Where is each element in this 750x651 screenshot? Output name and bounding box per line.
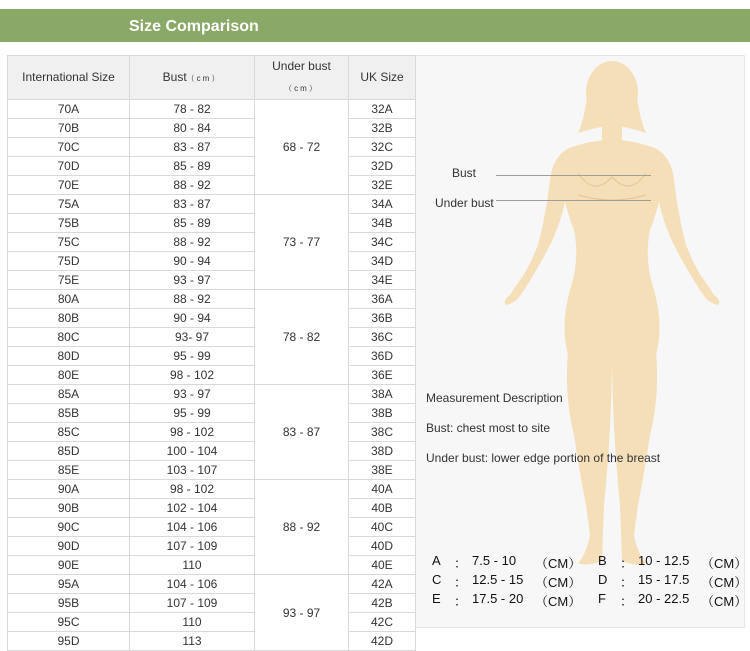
table-row [8, 575, 416, 594]
table-row [8, 233, 416, 252]
under-bust-cell: 88 - 92 [255, 480, 349, 575]
cup-legend-sep: ： [620, 556, 634, 571]
cup-legend-range: 15 - 17.5 [638, 572, 690, 587]
bust-line [496, 175, 651, 176]
table-row [8, 328, 416, 347]
bust-cell: 107 - 109 [130, 537, 255, 556]
international-size-cell: 70D [8, 157, 130, 176]
uk-size-cell: 36D [349, 347, 416, 366]
measurement-title: Measurement Description [426, 391, 563, 405]
table-row [8, 290, 416, 309]
header-under-bust-unit: （cm） [284, 84, 319, 93]
bust-cell: 93 - 97 [130, 385, 255, 404]
header-bust-label: Bust [162, 69, 187, 84]
cup-legend-unit: （CM） [701, 575, 748, 590]
bust-cell: 88 - 92 [130, 290, 255, 309]
cup-legend-range: 20 - 22.5 [638, 591, 690, 606]
uk-size-cell: 32C [349, 138, 416, 157]
uk-size-cell: 36B [349, 309, 416, 328]
table-row [8, 271, 416, 290]
uk-size-cell: 34B [349, 214, 416, 233]
bust-cell: 110 [130, 613, 255, 632]
under-bust-cell: 93 - 97 [255, 575, 349, 651]
header-under-bust [255, 56, 349, 100]
under-bust-cell: 73 - 77 [255, 195, 349, 290]
under-bust-label: Under bust [435, 196, 494, 210]
international-size-cell: 75B [8, 214, 130, 233]
bust-cell: 98 - 102 [130, 423, 255, 442]
uk-size-cell: 40C [349, 518, 416, 537]
international-size-cell: 80D [8, 347, 130, 366]
bust-cell: 85 - 89 [130, 157, 255, 176]
bust-cell: 104 - 106 [130, 518, 255, 537]
table-row [8, 480, 416, 499]
header-under-bust-label: Under bust [272, 59, 331, 73]
uk-size-cell: 42A [349, 575, 416, 594]
table-row [8, 537, 416, 556]
international-size-cell: 80B [8, 309, 130, 328]
table-row [8, 214, 416, 233]
table-row [8, 195, 416, 214]
uk-size-cell: 38D [349, 442, 416, 461]
cup-legend-cup: D [598, 572, 608, 587]
bust-cell: 90 - 94 [130, 252, 255, 271]
bust-cell: 100 - 104 [130, 442, 255, 461]
bust-cell: 90 - 94 [130, 309, 255, 328]
uk-size-cell: 42D [349, 632, 416, 651]
uk-size-cell: 36A [349, 290, 416, 309]
uk-size-cell: 40E [349, 556, 416, 575]
international-size-cell: 75C [8, 233, 130, 252]
uk-size-cell: 32A [349, 100, 416, 119]
under-bust-cell: 68 - 72 [255, 100, 349, 195]
cup-legend-cup: F [598, 591, 606, 606]
international-size-cell: 90B [8, 499, 130, 518]
cup-legend-sep: ： [454, 594, 468, 609]
size-table-body [8, 100, 416, 651]
header-bust [130, 56, 255, 100]
international-size-cell: 80A [8, 290, 130, 309]
bust-cell: 103 - 107 [130, 461, 255, 480]
uk-size-cell: 38A [349, 385, 416, 404]
uk-size-cell: 34D [349, 252, 416, 271]
table-row [8, 119, 416, 138]
uk-size-cell: 40B [349, 499, 416, 518]
bust-cell: 98 - 102 [130, 366, 255, 385]
bust-cell: 107 - 109 [130, 594, 255, 613]
international-size-cell: 95C [8, 613, 130, 632]
cup-legend-range: 10 - 12.5 [638, 553, 690, 568]
bust-cell: 93 - 97 [130, 271, 255, 290]
cup-legend-range: 7.5 - 10 [472, 553, 517, 568]
uk-size-cell: 36C [349, 328, 416, 347]
table-row [8, 613, 416, 632]
uk-size-cell: 38C [349, 423, 416, 442]
uk-size-cell: 40A [349, 480, 416, 499]
table-row [8, 100, 416, 119]
uk-size-cell: 36E [349, 366, 416, 385]
table-row [8, 347, 416, 366]
uk-size-cell: 40D [349, 537, 416, 556]
table-row [8, 499, 416, 518]
cup-legend-sep: ： [454, 556, 468, 571]
international-size-cell: 95B [8, 594, 130, 613]
international-size-cell: 85B [8, 404, 130, 423]
bust-cell: 113 [130, 632, 255, 651]
table-row [8, 366, 416, 385]
table-row [8, 518, 416, 537]
table-row [8, 138, 416, 157]
bust-cell: 95 - 99 [130, 347, 255, 366]
header-uk-size: UK Size [349, 56, 416, 100]
cup-legend-cup: E [432, 591, 441, 606]
bust-cell: 80 - 84 [130, 119, 255, 138]
under-bust-line [496, 200, 651, 201]
international-size-cell: 85D [8, 442, 130, 461]
size-table [7, 55, 416, 651]
cup-legend-range: 12.5 - 15 [472, 572, 524, 587]
bust-cell: 104 - 106 [130, 575, 255, 594]
uk-size-cell: 32E [349, 176, 416, 195]
table-row [8, 252, 416, 271]
international-size-cell: 95A [8, 575, 130, 594]
title-banner [0, 9, 750, 42]
uk-size-cell: 42C [349, 613, 416, 632]
international-size-cell: 70E [8, 176, 130, 195]
body-figure-area [418, 55, 748, 628]
international-size-cell: 90D [8, 537, 130, 556]
uk-size-cell: 38E [349, 461, 416, 480]
table-row [8, 442, 416, 461]
table-row [8, 309, 416, 328]
table-row [8, 632, 416, 651]
cup-legend-range: 17.5 - 20 [472, 591, 524, 606]
header-bust-unit: （cm） [186, 73, 222, 83]
international-size-cell: 75D [8, 252, 130, 271]
uk-size-cell: 32D [349, 157, 416, 176]
bust-cell: 88 - 92 [130, 176, 255, 195]
international-size-cell: 70C [8, 138, 130, 157]
bust-cell: 102 - 104 [130, 499, 255, 518]
uk-size-cell: 34C [349, 233, 416, 252]
international-size-cell: 85E [8, 461, 130, 480]
uk-size-cell: 34E [349, 271, 416, 290]
bust-cell: 85 - 89 [130, 214, 255, 233]
cup-legend-cup: A [432, 553, 441, 568]
international-size-cell: 85A [8, 385, 130, 404]
under-bust-cell: 83 - 87 [255, 385, 349, 480]
cup-legend-unit: （CM） [535, 594, 582, 609]
uk-size-cell: 42B [349, 594, 416, 613]
cup-legend-cup: B [598, 553, 607, 568]
international-size-cell: 80E [8, 366, 130, 385]
bust-cell: 78 - 82 [130, 100, 255, 119]
table-row [8, 556, 416, 575]
international-size-cell: 95D [8, 632, 130, 651]
international-size-cell: 90C [8, 518, 130, 537]
uk-size-cell: 34A [349, 195, 416, 214]
header-international-size: International Size [8, 56, 130, 100]
cup-legend-sep: ： [620, 594, 634, 609]
bust-cell: 110 [130, 556, 255, 575]
international-size-cell: 80C [8, 328, 130, 347]
bust-cell: 98 - 102 [130, 480, 255, 499]
bust-cell: 95 - 99 [130, 404, 255, 423]
cup-legend-sep: ： [620, 575, 634, 590]
banner-title: Size Comparison [129, 18, 259, 35]
uk-size-cell: 38B [349, 404, 416, 423]
international-size-cell: 75A [8, 195, 130, 214]
uk-size-cell: 32B [349, 119, 416, 138]
bust-cell: 83 - 87 [130, 195, 255, 214]
table-header-row [8, 56, 416, 100]
cup-legend-unit: （CM） [701, 556, 748, 571]
table-row [8, 385, 416, 404]
international-size-cell: 75E [8, 271, 130, 290]
international-size-cell: 90A [8, 480, 130, 499]
cup-legend-unit: （CM） [535, 556, 582, 571]
international-size-cell: 70B [8, 119, 130, 138]
table-row [8, 461, 416, 480]
bust-label: Bust [452, 166, 477, 180]
international-size-cell: 90E [8, 556, 130, 575]
bust-cell: 83 - 87 [130, 138, 255, 157]
under-bust-description: Under bust: lower edge portion of the breast [426, 451, 661, 465]
table-row [8, 404, 416, 423]
cup-legend-sep: ： [454, 575, 468, 590]
under-bust-cell: 78 - 82 [255, 290, 349, 385]
table-row [8, 157, 416, 176]
bust-description: Bust: chest most to site [426, 421, 551, 435]
table-row [8, 594, 416, 613]
cup-legend-unit: （CM） [535, 575, 582, 590]
body-silhouette [418, 55, 748, 628]
cup-legend-cup: C [432, 572, 442, 587]
international-size-cell: 70A [8, 100, 130, 119]
bust-cell: 88 - 92 [130, 233, 255, 252]
cup-legend-unit: （CM） [701, 594, 748, 609]
bust-cell: 93- 97 [130, 328, 255, 347]
table-row [8, 176, 416, 195]
table-row [8, 423, 416, 442]
international-size-cell: 85C [8, 423, 130, 442]
